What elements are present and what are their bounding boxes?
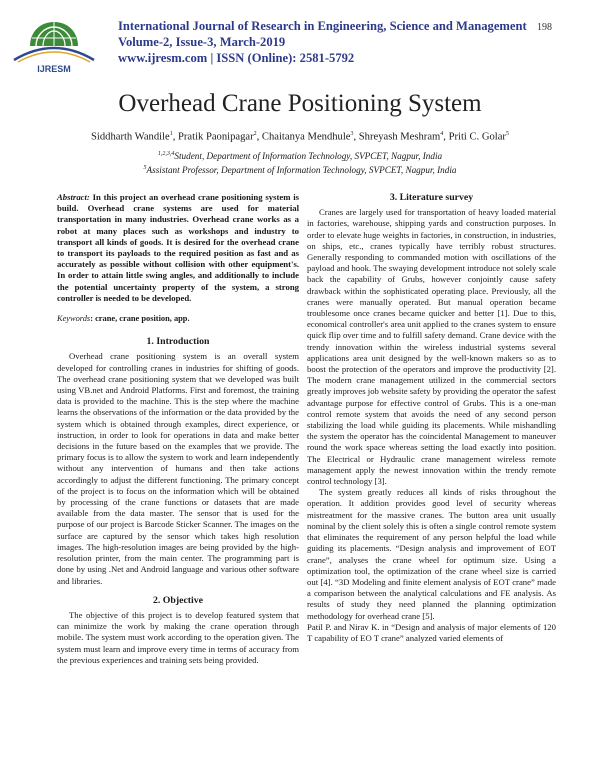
- section-heading-objective: 2. Objective: [152, 594, 204, 606]
- keywords-label: Keywords: [57, 314, 91, 324]
- journal-logo: [10, 16, 98, 74]
- objective-text: The objective of this project is to develop featured system that can minimize the work by making the crane operation through mobile. The system must work according to the operation given. The system must learn and improve every time in terms of accuracy from the previous experiences and training sets being provided.: [57, 609, 299, 665]
- literature-paragraph: The system greatly reduces all kinds of risks throughout the operation. It addition provides good level of security whereas mistreatment for the massive cranes. The button area unit usually nominal by the client solely this is often a single control remote system that eliminates the requirement of any person helpful the load while guiding its placements. “Design analysis and improvement of EOT crane”, analyses the crane wheel for optimum size. Using a optimization tool, the optimization of the crane wheel size is carried out [4]. “3D Modeling and finite element analysis of EOT crane” made a comparison between the analytical calculations and FE analysis. As results of study they need planned the planning optimization methodology for overhead crane [5].: [307, 487, 556, 621]
- literature-paragraph: Patil P. and Nirav K. in “Design and analysis of major elements of 120 T capability of EO T crane” analyzed varied elements of: [307, 621, 556, 643]
- journal-website-issn[interactable]: www.ijresm.com | ISSN (Online): 2581-5792: [118, 51, 355, 65]
- affiliation-students: $^{1,2,3,4}$Student, Department of Information Technology, SVPCET, Nagpur, India: [157, 151, 443, 162]
- left-column: [57, 192, 299, 666]
- author-name: Shreyash Meshram: [358, 131, 441, 143]
- section-heading-introduction: 1. Introduction: [146, 336, 210, 348]
- author-name: Priti C. Golar: [448, 131, 506, 143]
- keywords-text: : crane, crane position, app.: [90, 314, 190, 324]
- introduction-text: Overhead crane positioning system is an overall system developed for controlling cranes in industries for shifting of goods. The overhead crane positioning system that we developed was built using VB.net and Android Platforms. First and foremost, the training data is provided to the machine. This is the step where the machine learns the observations of the information or the data provided by the system which is obtained through examples, direct experience, or instruction, in order to look for operations in data and make better decisions in the future based on the examples that we provide. The primary focus is to allow the system to work and learn independently without any intervention of humans and then take actions accordingly to adjust the different functioning. The primary concept of the project is to focus on the information which will be obtained by processing of the crane functions or datasets that are made available from the data master. The sensor that is used for the purpose of our project is Barcode Sticker Scanner. The images on the surface are captured by the sensor which takes high resolution images. The high-resolution images are being provided by the high-resolution printer, from the main center. The programming part is done by using .Net and Android language and various other software and libraries.: [57, 351, 299, 586]
- journal-info: [118, 18, 527, 66]
- right-column: [307, 192, 556, 644]
- abstract-text: In this project an overhead crane positioning system is build. Overhead crane systems are used for material transportation in many industries. Overhead crane works as a robot at many places such as workshops and industry to transport all kinds of goods. It is desired for the overhead crane to transport its payloads to the required position as fast and as accurately as possible without collision with other equipment's. In order to attain little swing angles, and additionally to include the potential uncertainty property of the system, a strong controller is needed to be developed.: [57, 192, 300, 303]
- author-name: Pratik Paonipagar: [178, 131, 254, 143]
- section-heading-literature: 3. Literature survey: [389, 192, 474, 203]
- affiliation-professor: $^5$Assistant Professor, Department of Information Technology, SVPCET, Nagpur, India: [143, 165, 457, 176]
- abstract: [57, 192, 299, 304]
- logo-text: IJRESM: [37, 64, 71, 74]
- author-list: Siddharth Wandile$^1$, Pratik Paonipagar$^2$, Chaitanya Mendhule$^3$, Shreyash Meshram$^4$, Priti C. Golar$^5$: [91, 131, 509, 143]
- logo-globe-icon: [14, 22, 94, 62]
- journal-header: [10, 14, 590, 74]
- journal-volume: Volume-2, Issue-3, March-2019: [118, 35, 286, 49]
- page-number: 198: [537, 22, 552, 33]
- author-name: Chaitanya Mendhule: [261, 131, 351, 143]
- keywords: [57, 313, 299, 324]
- literature-paragraph: Cranes are largely used for transportation of heavy loaded material in factories, warehouse, shipping yards and construction purposes. In order to elevate huge weights in factories, in construction, in industries, on ships, etc., cranes typically have terribly robust structures. Generally responding to commanded motion with oscillations of the payload and hook. The swaying development introduce not solely scale back the capability of Grubs, however conjointly cause safety drawback within the sophisticated operating place. Previously, all the cranes were manually operated. But manual operation became troublesome once cranes became quicker and better [1]. Due to this, economical controller's area unit applied to the cranes system to ensure quick flip over time and to fulfill safety demand. Crane device with the trendy innovation within the wireless industrial systems several applications area unit designed by the well-known makers so as to boost the protection of the operators and improve the productivity [2]. The modern crane management utilized in the commercial sectors greatly improves job website safety by providing the operator the safest advantage purpose for effective control of Grubs. This is a one-man control remote system that avoids the need of any second person stabilizing the load while guiding its placements. While mishandling the system the operator has the coincidental Management to maneuver round the work space whereas setting the load exactly into position. The Electrical or Hydraulic crane management wireless remote management apply the newest innovation within the trendy remote control technology [3].: [307, 207, 556, 487]
- journal-name: International Journal of Research in Engineering, Science and Management: [118, 19, 527, 33]
- paper-title: Overhead Crane Positioning System: [118, 90, 482, 117]
- abstract-label: Abstract:: [57, 192, 90, 202]
- author-name: Siddharth Wandile: [91, 131, 170, 143]
